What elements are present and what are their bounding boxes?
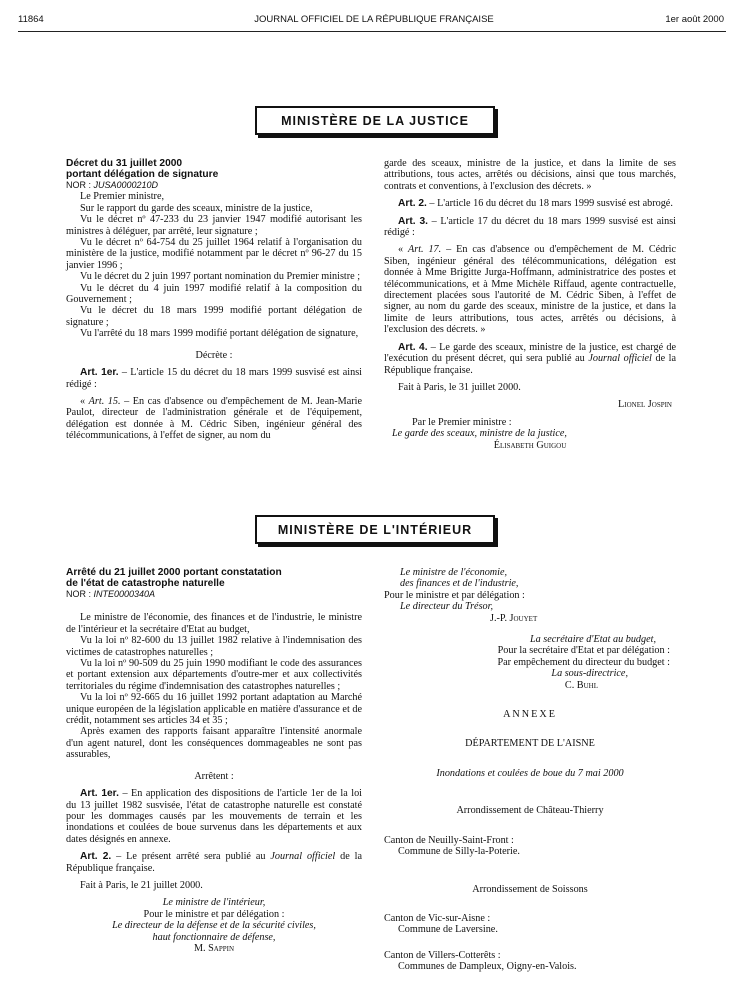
sig-interieur-2: Pour le ministre et par délégation : — [143, 908, 285, 920]
decree-art4: Art. 4. – Le garde des sceaux, ministre de la justice, est chargé de l'exécution du présent décret, qui sera publié au Journal officiel de la République française. — [384, 341, 677, 376]
sig-budget-2: Pour la secrétaire d'Etat et par délégation : — [497, 645, 670, 657]
ministry-interieur-box — [255, 515, 495, 544]
annexe-arrondissement-1: Arrondissement de Château-Thierry — [456, 805, 604, 817]
justice-right-column — [384, 158, 676, 451]
arrete-art2: Art. 2. – Le présent arrêté sera publié au Journal officiel de la République française. — [66, 851, 363, 874]
arrete-title-line1: Arrêté du 21 juillet 2000 portant constatation — [66, 567, 282, 578]
sig-eco-3: Pour le ministre et par délégation : — [384, 589, 525, 601]
annexe-commune-1: Commune de Silly-la-Poterie. — [398, 846, 520, 858]
annexe-heading: ANNEXE — [503, 709, 557, 721]
decree-fait: Fait à Paris, le 31 juillet 2000. — [398, 381, 521, 393]
decree-art3: Art. 3. – L'article 17 du décret du 18 mars 1999 susvisé est ainsi rédigé : — [384, 215, 677, 239]
page-header — [0, 14, 748, 28]
decree-preamble-3: Vu le décret nº 64-754 du 25 juillet 1964 relatif à l'organisation du ministère de la justice, modifié notamment par le décret nº 96-27 du 15 janvier 1996 ; — [66, 237, 362, 271]
arrete-preamble-2: Vu la loi nº 90-509 du 25 juin 1990 modifiant le code des assurances et portant extension aux départements d'outre-mer et aux collectivités territoriales du régime d'indemnisation des catastrophes naturelles ; — [66, 658, 362, 692]
decree-art15: « Art. 15. – En cas d'absence ou d'empêchement de M. Jean-Marie Paulot, directeur de l'administration générale et de l'équipement, délégation est donnée à M. Cédric Siben, ingénieur général des télécommunications, à l'effet de signer, au nom du — [66, 395, 362, 442]
arrete-fait: Fait à Paris, le 21 juillet 2000. — [80, 879, 203, 891]
sig-interieur-3: Le directeur de la défense et de la sécurité civiles, — [112, 920, 316, 932]
decree-art2: Art. 2. – L'article 16 du décret du 18 mars 1999 susvisé est abrogé. — [398, 198, 673, 210]
interieur-right-column — [384, 567, 676, 973]
decree-garde-title: Le garde des sceaux, ministre de la justice, — [392, 428, 567, 440]
decree-garde-name: Élisabeth Guigou — [493, 439, 567, 451]
arrete-preamble-0: Le ministre de l'économie, des finances et de l'industrie, le ministre de l'intérieur et la secrétaire d'Etat au budget, — [66, 612, 362, 635]
decree-preamble-1: Sur le rapport du garde des sceaux, ministre de la justice, — [80, 202, 313, 214]
sig-budget-3: Par empêchement du directeur du budget : — [497, 656, 670, 668]
justice-left-column — [66, 158, 362, 442]
sig-budget-4: La sous-directrice, — [551, 668, 628, 680]
journal-title: JOURNAL OFFICIEL DE LA RÉPUBLIQUE FRANÇAISE — [254, 14, 494, 25]
header-rule — [18, 31, 726, 32]
decree-preamble-5: Vu le décret du 4 juin 1997 modifié relatif à la composition du Gouvernement ; — [66, 282, 362, 306]
sig-budget-5: C. Buhl — [564, 679, 598, 691]
sig-eco-2: des finances et de l'industrie, — [400, 578, 519, 590]
decree-preamble-2: Vu le décret nº 47-233 du 23 janvier 1947 modifié autorisant les ministres à déléguer, par arrêté, leur signature ; — [66, 214, 362, 237]
sig-eco-4: Le directeur du Trésor, — [400, 601, 494, 613]
sig-eco-5: J.-P. Jouyet — [490, 612, 538, 624]
annexe-arrondissement-2: Arrondissement de Soissons — [472, 883, 588, 895]
annexe-canton-2: Canton de Vic-sur-Aisne : — [384, 912, 491, 924]
decree-preamble-6: Vu le décret du 18 mars 1999 modifié portant délégation de signature ; — [66, 305, 362, 328]
issue-date: 1er août 2000 — [665, 14, 724, 25]
decree-decrete: Décrète : — [195, 349, 233, 361]
arrete-art1: Art. 1er. – En application des dispositions de l'article 1er de la loi du 13 juillet 1982 susvisée, l'état de catastrophe naturelle est constaté pour les dommages causés par les mouvements de terrain et les inondations et coulées de boue survenus dans les départements et aux dates désignés en annexe. — [66, 788, 362, 845]
annexe-canton-3: Canton de Villers-Cotterêts : — [384, 949, 501, 961]
sig-interieur-4: haut fonctionnaire de défense, — [152, 931, 276, 943]
decree-title-line1: Décret du 31 juillet 2000 — [66, 158, 183, 169]
ministry-justice-heading: MINISTÈRE DE LA JUSTICE — [281, 113, 469, 128]
annexe-event: Inondations et coulées de boue du 7 mai 2000 — [436, 767, 624, 779]
decree-preamble-7: Vu l'arrêté du 18 mars 1999 modifié portant délégation de signature, — [80, 328, 359, 340]
decree-art17: « Art. 17. – En cas d'absence ou d'empêchement de M. Cédric Siben, ingénieur général des télécommunications, délégation est donnée à Mme Brigitte Jurga-Hoffmann, administratrice des postes et télécommunications, et à Mme Michèle Riffaud, agente contractuelle, directement placées sous l'autorité de M. Cédric Siben, à l'effet de signer, au nom du garde des sceaux, ministre de la justice, et dans la limite de leurs attributions, tous actes, arrêtés ou décisions, à l'exclusion des décrets. » — [384, 244, 676, 336]
decree-art1: Art. 1er. – L'article 15 du décret du 18 mars 1999 susvisé est ainsi rédigé : — [66, 367, 362, 390]
arrete-preamble-4: Après examen des rapports faisant apparaître l'intensité anormale d'un agent naturel, dont les conséquences dommageables ne sont pas assurables, — [66, 726, 362, 761]
ministry-justice-box — [255, 106, 495, 135]
sig-interieur-1: Le ministre de l'intérieur, — [162, 897, 266, 909]
ministry-interieur-heading: MINISTÈRE DE L'INTÉRIEUR — [277, 522, 473, 537]
annexe-commune-3: Communes de Dampleux, Oigny-en-Valois. — [398, 961, 577, 973]
annexe-commune-2: Commune de Laversine. — [398, 924, 498, 936]
decree-preamble-4: Vu le décret du 2 juin 1997 portant nomination du Premier ministre ; — [80, 271, 361, 283]
annexe-canton-1: Canton de Neuilly-Saint-Front : — [384, 834, 514, 846]
decree-title-line2: portant délégation de signature — [66, 169, 219, 180]
decree-preamble-0: Le Premier ministre, — [80, 191, 165, 203]
page-number: 11864 — [18, 14, 44, 25]
arrete-preamble-1: Vu la loi nº 82-600 du 13 juillet 1982 relative à l'indemnisation des victimes de catastrophes naturelles ; — [66, 635, 362, 658]
arrete-arretent: Arrêtent : — [194, 770, 234, 782]
arrete-title-line2: de l'état de catastrophe naturelle — [66, 578, 225, 589]
decree-signer: Lionel Jospin — [618, 399, 672, 411]
annexe-department: DÉPARTEMENT DE L'AISNE — [465, 738, 595, 750]
sig-budget-1: La secrétaire d'Etat au budget, — [529, 634, 656, 646]
decree-nor: NOR : JUSA0000210D — [66, 180, 159, 190]
sig-interieur-5: M. Sappin — [193, 942, 235, 954]
interieur-left-column — [66, 567, 362, 954]
decree-art15-continued: garde des sceaux, ministre de la justice, et dans la limite de ses attributions, tous actes, arrêtés ou décisions, ainsi que tous marchés, contrats et conventions, à l'exclusion des décrets. » — [384, 158, 676, 192]
sig-eco-1: Le ministre de l'économie, — [400, 567, 508, 578]
arrete-nor: NOR : INTE0000340A — [66, 589, 156, 599]
decree-par: Par le Premier ministre : — [412, 416, 512, 428]
arrete-preamble-3: Vu la loi nº 92-665 du 16 juillet 1992 portant adaptation au Marché unique européen de la législation applicable en matière d'assurance et de crédit, notamment ses articles 34 et 35 ; — [66, 692, 362, 727]
